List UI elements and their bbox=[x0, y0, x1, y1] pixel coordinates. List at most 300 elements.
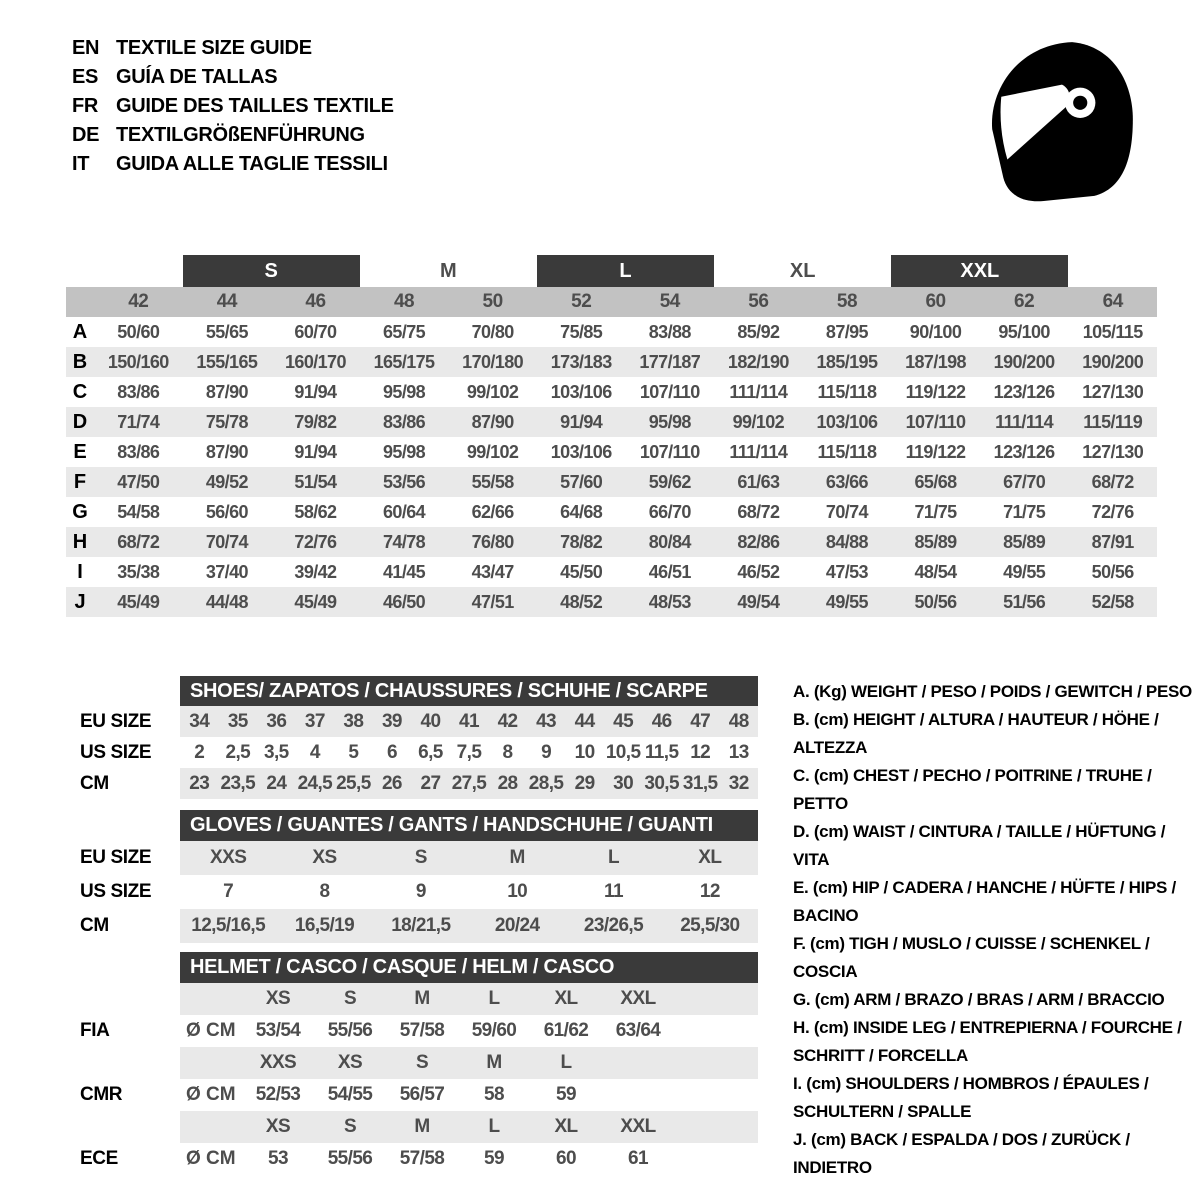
measure-value: 95/100 bbox=[998, 321, 1050, 342]
helmet-size-header-row-ece bbox=[66, 1111, 758, 1143]
measure-value: 119/122 bbox=[905, 441, 966, 462]
measure-row-j bbox=[66, 587, 1157, 617]
shoes-row-us-size bbox=[66, 737, 758, 768]
shoes-value: 24,5 bbox=[297, 772, 333, 794]
measure-value: 55/58 bbox=[471, 471, 514, 492]
measure-value: 64/68 bbox=[560, 501, 603, 522]
shoes-row-label: CM bbox=[80, 772, 109, 794]
helmet-value-row-ece bbox=[66, 1143, 758, 1175]
measure-value: 46/51 bbox=[648, 561, 691, 582]
language-title: TEXTILGRÖßENFÜHRUNG bbox=[116, 124, 365, 146]
gloves-value: 10 bbox=[507, 881, 528, 902]
measure-value: 127/130 bbox=[1082, 441, 1144, 462]
measure-value: 65/75 bbox=[383, 321, 426, 342]
helmet-value: 59/60 bbox=[471, 1020, 517, 1041]
measure-value: 50/56 bbox=[914, 591, 957, 612]
measure-value: 39/42 bbox=[294, 561, 337, 582]
helmet-diameter-prefix: Ø CM bbox=[186, 1020, 236, 1041]
measure-value: 105/115 bbox=[1082, 321, 1143, 342]
shoes-value: 26 bbox=[381, 772, 402, 794]
size-group-xl: XL bbox=[789, 259, 816, 282]
textile-size-table bbox=[66, 255, 1157, 617]
shoes-value: 23 bbox=[189, 772, 210, 794]
measure-value: 87/90 bbox=[205, 381, 248, 402]
measure-value: 53/56 bbox=[383, 471, 426, 492]
shoes-value: 2 bbox=[194, 741, 205, 763]
measure-value: 49/55 bbox=[1003, 561, 1046, 582]
measure-value: 99/102 bbox=[466, 441, 519, 462]
measure-value: 83/86 bbox=[117, 441, 160, 462]
helmet-size-header-row-fia bbox=[66, 983, 758, 1015]
shoes-row-label: EU SIZE bbox=[80, 710, 152, 732]
measure-value: 45/49 bbox=[117, 591, 160, 612]
measure-value: 76/80 bbox=[471, 531, 514, 552]
size-header-cell: 58 bbox=[836, 291, 858, 312]
measure-value: 95/98 bbox=[648, 411, 691, 432]
size-header-cell: 44 bbox=[216, 291, 237, 312]
shoes-value: 29 bbox=[574, 772, 595, 794]
legend-item: H. (cm) INSIDE LEG / ENTREPIERNA / FOURCHE / SCHRITT / FORCELLA bbox=[793, 1018, 1182, 1065]
helmet-value: 55/56 bbox=[327, 1148, 373, 1169]
measure-value: 85/89 bbox=[1003, 531, 1046, 552]
measure-letter: D bbox=[72, 410, 88, 433]
shoes-value: 25,5 bbox=[336, 772, 371, 794]
helmet-size-label: XXS bbox=[259, 1052, 297, 1073]
helmet-value: 63/64 bbox=[615, 1020, 661, 1041]
measure-row-h bbox=[66, 527, 1157, 557]
helmet-value-cells bbox=[180, 1143, 758, 1175]
measure-value: 165/175 bbox=[373, 351, 435, 372]
shoes-value: 3,5 bbox=[264, 741, 289, 763]
measure-value: 72/76 bbox=[1091, 501, 1134, 522]
shoes-value: 13 bbox=[728, 741, 749, 763]
measure-value: 41/45 bbox=[383, 561, 426, 582]
shoes-row-cm bbox=[66, 768, 758, 799]
language-code: FR bbox=[72, 95, 99, 117]
size-header-cell: 48 bbox=[393, 291, 415, 312]
measure-value: 115/118 bbox=[817, 441, 877, 462]
gloves-cells bbox=[180, 841, 758, 875]
shoes-value: 28 bbox=[497, 772, 518, 794]
measure-row-g bbox=[66, 497, 1157, 527]
shoes-value: 2,5 bbox=[225, 741, 251, 763]
measure-row-d bbox=[66, 407, 1157, 437]
helmet-size-label: XS bbox=[337, 1052, 363, 1073]
shoes-cells bbox=[180, 737, 758, 768]
measure-letter: B bbox=[72, 350, 88, 373]
gloves-title-bar: GLOVES / GUANTES / GANTS / HANDSCHUHE / GUANTI bbox=[180, 810, 758, 841]
measure-value: 55/65 bbox=[205, 321, 248, 342]
legend-item: B. (cm) HEIGHT / ALTURA / HAUTEUR / HÖHE / ALTEZZA bbox=[793, 710, 1159, 757]
racing-helmet-icon bbox=[985, 36, 1137, 206]
shoes-value: 8 bbox=[502, 741, 513, 763]
measure-value: 123/126 bbox=[993, 381, 1055, 402]
size-header-cell: 60 bbox=[925, 291, 946, 312]
helmet-size-label: S bbox=[415, 1052, 429, 1073]
helmet-size-table bbox=[66, 952, 758, 1175]
shoes-value: 30 bbox=[613, 772, 634, 794]
measure-value: 66/70 bbox=[648, 501, 691, 522]
measure-value: 99/102 bbox=[466, 381, 519, 402]
helmet-value: 61 bbox=[628, 1148, 648, 1169]
shoes-value: 27 bbox=[420, 772, 441, 794]
measure-value: 160/170 bbox=[285, 351, 346, 372]
shoes-value: 44 bbox=[574, 710, 595, 732]
shoes-value: 27,5 bbox=[451, 772, 487, 794]
measure-value: 123/126 bbox=[993, 441, 1055, 462]
gloves-value: 25,5/30 bbox=[680, 915, 740, 936]
helmet-size-label: L bbox=[560, 1052, 572, 1073]
measure-value: 71/75 bbox=[914, 501, 957, 522]
measure-value: 75/78 bbox=[205, 411, 248, 432]
shoes-value: 10 bbox=[574, 741, 595, 763]
measure-value: 111/114 bbox=[729, 381, 788, 402]
measure-value: 58/62 bbox=[294, 501, 337, 522]
size-header-spacer bbox=[66, 287, 94, 317]
gloves-value: L bbox=[607, 847, 619, 868]
measure-value: 68/72 bbox=[117, 531, 160, 552]
gloves-value: M bbox=[509, 847, 525, 868]
shoes-value: 23,5 bbox=[220, 772, 256, 794]
measure-value: 43/47 bbox=[471, 561, 514, 582]
measure-value: 60/64 bbox=[383, 501, 426, 522]
shoes-value: 10,5 bbox=[605, 741, 641, 763]
helmet-value: 59 bbox=[556, 1084, 576, 1105]
measure-letter: E bbox=[73, 440, 87, 463]
gloves-rows bbox=[66, 841, 758, 943]
helmet-value: 53/54 bbox=[255, 1020, 301, 1041]
measure-value: 45/49 bbox=[294, 591, 337, 612]
shoes-value: 4 bbox=[309, 741, 320, 763]
legend-item: C. (cm) CHEST / PECHO / POITRINE / TRUHE / PETTO bbox=[793, 766, 1152, 813]
shoes-value: 7,5 bbox=[456, 741, 482, 763]
shoes-value: 40 bbox=[420, 710, 441, 732]
measure-value: 111/114 bbox=[995, 411, 1054, 432]
measure-value: 82/86 bbox=[737, 531, 780, 552]
measure-row-b bbox=[66, 347, 1157, 377]
gloves-row-label: CM bbox=[80, 915, 109, 936]
shoes-value: 6 bbox=[386, 741, 397, 763]
shoes-value: 30,5 bbox=[644, 772, 679, 794]
helmet-value-cells bbox=[180, 1015, 758, 1047]
shoes-value: 35 bbox=[227, 710, 248, 732]
measure-value: 35/38 bbox=[117, 561, 160, 582]
measure-value: 91/94 bbox=[560, 411, 603, 432]
measure-value: 62/66 bbox=[471, 501, 514, 522]
size-header-cell: 42 bbox=[128, 291, 149, 312]
measure-value: 67/70 bbox=[1003, 471, 1046, 492]
measure-value: 87/90 bbox=[205, 441, 248, 462]
measure-value: 103/106 bbox=[550, 381, 612, 402]
measure-value: 72/76 bbox=[294, 531, 337, 552]
helmet-standard-label: CMR bbox=[80, 1084, 123, 1105]
measure-value: 115/118 bbox=[817, 381, 877, 402]
gloves-value: 18/21,5 bbox=[391, 915, 451, 936]
size-header-cell: 62 bbox=[1014, 291, 1035, 312]
helmet-value: 55/56 bbox=[327, 1020, 373, 1041]
gloves-value: XL bbox=[698, 847, 722, 868]
shoes-rows bbox=[66, 706, 758, 799]
measure-value: 91/94 bbox=[294, 381, 337, 402]
helmet-standard-spacer bbox=[66, 983, 180, 1015]
measure-value: 71/75 bbox=[1003, 501, 1046, 522]
shoes-value: 24 bbox=[266, 772, 287, 794]
shoes-title-bar: SHOES/ ZAPATOS / CHAUSSURES / SCHUHE / SCARPE bbox=[180, 676, 758, 706]
measure-value: 60/70 bbox=[294, 321, 337, 342]
helmet-standard-spacer bbox=[66, 1111, 180, 1143]
helmet-value: 52/53 bbox=[255, 1084, 301, 1105]
shoes-value: 42 bbox=[497, 710, 518, 732]
measure-letter: F bbox=[73, 470, 87, 493]
measure-row-a bbox=[66, 317, 1157, 347]
measure-value: 50/60 bbox=[117, 321, 160, 342]
measure-value: 52/58 bbox=[1091, 591, 1134, 612]
helmet-value: 57/58 bbox=[399, 1148, 445, 1169]
gloves-value: 7 bbox=[223, 881, 234, 902]
helmet-standard-label: ECE bbox=[80, 1148, 118, 1169]
gloves-cells bbox=[180, 909, 758, 943]
measure-rows bbox=[66, 317, 1157, 617]
language-title: GUIDE DES TAILLES TEXTILE bbox=[116, 95, 394, 117]
language-row bbox=[72, 121, 394, 150]
language-code: DE bbox=[72, 124, 100, 146]
measure-value: 185/195 bbox=[816, 351, 878, 372]
gloves-value: 23/26,5 bbox=[583, 915, 644, 936]
measure-value: 57/60 bbox=[560, 471, 603, 492]
shoes-row-label: US SIZE bbox=[80, 741, 152, 763]
shoes-value: 5 bbox=[348, 741, 359, 763]
size-header-cell: 46 bbox=[305, 291, 326, 312]
helmet-size-label: XS bbox=[265, 1116, 291, 1137]
measure-value: 170/180 bbox=[462, 351, 524, 372]
measure-letter: I bbox=[77, 560, 83, 583]
shoes-value: 6,5 bbox=[418, 741, 443, 763]
measure-value: 182/190 bbox=[727, 351, 789, 372]
shoes-size-table bbox=[66, 676, 758, 799]
measure-value: 65/68 bbox=[914, 471, 957, 492]
helmet-size-label: XL bbox=[554, 1116, 578, 1137]
gloves-row-cm bbox=[66, 909, 758, 943]
measure-value: 51/56 bbox=[1003, 591, 1046, 612]
measure-value: 177/187 bbox=[639, 351, 701, 372]
helmet-size-label: M bbox=[414, 1116, 430, 1137]
size-group-l: L bbox=[537, 255, 714, 287]
shoes-value: 41 bbox=[459, 710, 479, 732]
measure-value: 83/86 bbox=[383, 411, 426, 432]
measure-value: 56/60 bbox=[205, 501, 248, 522]
size-group-xxl: XXL bbox=[891, 255, 1068, 287]
measure-value: 74/78 bbox=[383, 531, 426, 552]
gloves-value: XXS bbox=[210, 847, 247, 868]
gloves-value: XS bbox=[312, 847, 337, 868]
measure-value: 79/82 bbox=[294, 411, 337, 432]
language-title: GUÍA DE TALLAS bbox=[116, 66, 278, 88]
measure-value: 87/91 bbox=[1091, 531, 1134, 552]
measure-row-f bbox=[66, 467, 1157, 497]
measure-value: 127/130 bbox=[1082, 381, 1144, 402]
helmet-value-cells bbox=[180, 1079, 758, 1111]
helmet-value: 58 bbox=[484, 1084, 504, 1105]
shoes-cells bbox=[180, 768, 758, 799]
gloves-value: 12,5/16,5 bbox=[191, 915, 266, 936]
measure-value: 70/80 bbox=[471, 321, 514, 342]
measure-value: 107/110 bbox=[639, 441, 700, 462]
language-title: TEXTILE SIZE GUIDE bbox=[116, 37, 312, 59]
measure-value: 59/62 bbox=[648, 471, 691, 492]
helmet-size-label: XL bbox=[554, 988, 578, 1009]
measure-value: 85/89 bbox=[914, 531, 957, 552]
language-code: IT bbox=[72, 153, 90, 175]
measure-value: 87/90 bbox=[471, 411, 514, 432]
shoes-row-eu-size bbox=[66, 706, 758, 737]
measure-letter: J bbox=[74, 590, 86, 613]
measure-value: 187/198 bbox=[905, 351, 966, 372]
helmet-size-header-cells bbox=[180, 1111, 758, 1143]
legend-item: E. (cm) HIP / CADERA / HANCHE / HÜFTE / HIPS / BACINO bbox=[793, 878, 1176, 925]
measure-value: 47/50 bbox=[117, 471, 160, 492]
shoes-value: 11,5 bbox=[644, 741, 679, 763]
measure-value: 46/52 bbox=[737, 561, 780, 582]
helmet-value: 59 bbox=[484, 1148, 504, 1169]
measure-value: 47/51 bbox=[471, 591, 514, 612]
shoes-value: 47 bbox=[690, 710, 711, 732]
legend-item: A. (Kg) WEIGHT / PESO / POIDS / GEWITCH / PESO bbox=[793, 682, 1192, 701]
measure-value: 84/88 bbox=[825, 531, 868, 552]
measure-value: 70/74 bbox=[825, 501, 868, 522]
shoes-value: 34 bbox=[189, 710, 210, 732]
helmet-value: 56/57 bbox=[399, 1084, 445, 1105]
gloves-row-label: US SIZE bbox=[80, 881, 152, 902]
language-code: ES bbox=[72, 66, 99, 88]
gloves-value: 11 bbox=[604, 881, 623, 902]
measure-value: 95/98 bbox=[383, 381, 426, 402]
shoes-value: 38 bbox=[343, 710, 364, 732]
measure-value: 50/56 bbox=[1091, 561, 1134, 582]
gloves-value: 12 bbox=[699, 881, 720, 902]
shoes-value: 45 bbox=[613, 710, 634, 732]
shoes-cells bbox=[180, 706, 758, 737]
measure-row-i bbox=[66, 557, 1157, 587]
language-title: GUIDA ALLE TAGLIE TESSILI bbox=[116, 153, 388, 175]
shoes-value: 31,5 bbox=[682, 772, 718, 794]
measure-value: 44/48 bbox=[205, 591, 248, 612]
shoes-value: 12 bbox=[690, 741, 711, 763]
measure-value: 91/94 bbox=[294, 441, 337, 462]
measure-value: 49/55 bbox=[825, 591, 868, 612]
helmet-size-label: XS bbox=[265, 988, 291, 1009]
helmet-size-header-cells bbox=[180, 983, 758, 1015]
helmet-value: 57/58 bbox=[399, 1020, 445, 1041]
measure-value: 37/40 bbox=[205, 561, 248, 582]
shoes-value: 32 bbox=[728, 772, 749, 794]
measure-value: 103/106 bbox=[550, 441, 612, 462]
gloves-row-eu-size bbox=[66, 841, 758, 875]
helmet-value: 54/55 bbox=[327, 1084, 373, 1105]
legend-item: F. (cm) TIGH / MUSLO / CUISSE / SCHENKEL / COSCIA bbox=[793, 934, 1150, 981]
language-row bbox=[72, 34, 394, 63]
measure-value: 48/54 bbox=[914, 561, 957, 582]
measure-value: 99/102 bbox=[732, 411, 785, 432]
size-header-cell: 50 bbox=[482, 291, 503, 312]
size-group-m: M bbox=[439, 259, 457, 282]
measure-value: 190/200 bbox=[1082, 351, 1144, 372]
numeric-size-header-row bbox=[66, 287, 1157, 317]
helmet-title-bar: HELMET / CASCO / CASQUE / HELM / CASCO bbox=[180, 952, 758, 983]
size-header-cell: 64 bbox=[1102, 291, 1123, 312]
measure-value: 115/119 bbox=[1083, 411, 1143, 432]
gloves-value: 16,5/19 bbox=[294, 915, 355, 936]
legend-item: J. (cm) BACK / ESPALDA / DOS / ZURÜCK / INDIETRO bbox=[793, 1130, 1130, 1177]
helmet-size-label: L bbox=[488, 988, 500, 1009]
helmet-size-label: XXL bbox=[620, 1116, 656, 1137]
measure-value: 83/88 bbox=[648, 321, 691, 342]
racing-helmet-icon-svg bbox=[985, 36, 1137, 206]
shoes-value: 36 bbox=[266, 710, 287, 732]
measure-value: 54/58 bbox=[117, 501, 160, 522]
measure-row-c bbox=[66, 377, 1157, 407]
helmet-diameter-prefix: Ø CM bbox=[186, 1084, 236, 1105]
gloves-cells bbox=[180, 875, 758, 909]
size-group-s: S bbox=[183, 255, 360, 287]
helmet-value-row-fia bbox=[66, 1015, 758, 1047]
legend-item: D. (cm) WAIST / CINTURA / TAILLE / HÜFTUNG / VITA bbox=[793, 822, 1166, 869]
helmet-size-label: XXL bbox=[620, 988, 656, 1009]
measure-value: 80/84 bbox=[648, 531, 691, 552]
helmet-value: 53 bbox=[268, 1148, 288, 1169]
shoes-value: 37 bbox=[304, 710, 325, 732]
language-row bbox=[72, 63, 394, 92]
size-group-header-row bbox=[66, 255, 1157, 287]
size-header-cell: 56 bbox=[748, 291, 769, 312]
measure-value: 95/98 bbox=[383, 441, 426, 462]
measure-value: 85/92 bbox=[737, 321, 780, 342]
measure-value: 155/165 bbox=[196, 351, 258, 372]
shoes-value: 48 bbox=[728, 710, 749, 732]
gloves-value: 20/24 bbox=[494, 915, 540, 936]
measure-value: 46/50 bbox=[383, 591, 426, 612]
language-row bbox=[72, 92, 394, 121]
gloves-value: 8 bbox=[319, 881, 330, 902]
gloves-row-label: EU SIZE bbox=[80, 847, 152, 868]
measure-value: 48/52 bbox=[560, 591, 603, 612]
size-header-cell: 54 bbox=[659, 291, 680, 312]
measure-value: 107/110 bbox=[639, 381, 700, 402]
measure-value: 190/200 bbox=[993, 351, 1055, 372]
size-header-cell: 52 bbox=[571, 291, 592, 312]
measure-letter: H bbox=[72, 530, 88, 553]
measure-value: 83/86 bbox=[117, 381, 160, 402]
helmet-value: 60 bbox=[556, 1148, 576, 1169]
helmet-size-label: S bbox=[343, 988, 357, 1009]
measure-value: 107/110 bbox=[905, 411, 966, 432]
measure-letter: G bbox=[72, 500, 88, 523]
gloves-row-us-size bbox=[66, 875, 758, 909]
helmet-rows bbox=[66, 983, 758, 1175]
measure-value: 111/114 bbox=[729, 441, 788, 462]
gloves-value: S bbox=[414, 847, 427, 868]
measure-value: 150/160 bbox=[107, 351, 169, 372]
language-row bbox=[72, 150, 394, 179]
measure-value: 45/50 bbox=[560, 561, 603, 582]
measure-value: 61/63 bbox=[737, 471, 780, 492]
measure-value: 68/72 bbox=[737, 501, 780, 522]
measure-value: 48/53 bbox=[648, 591, 691, 612]
measure-value: 173/183 bbox=[550, 351, 612, 372]
gloves-size-table bbox=[66, 810, 758, 943]
helmet-size-label: S bbox=[343, 1116, 357, 1137]
helmet-diameter-prefix: Ø CM bbox=[186, 1148, 236, 1169]
measure-value: 87/95 bbox=[825, 321, 868, 342]
